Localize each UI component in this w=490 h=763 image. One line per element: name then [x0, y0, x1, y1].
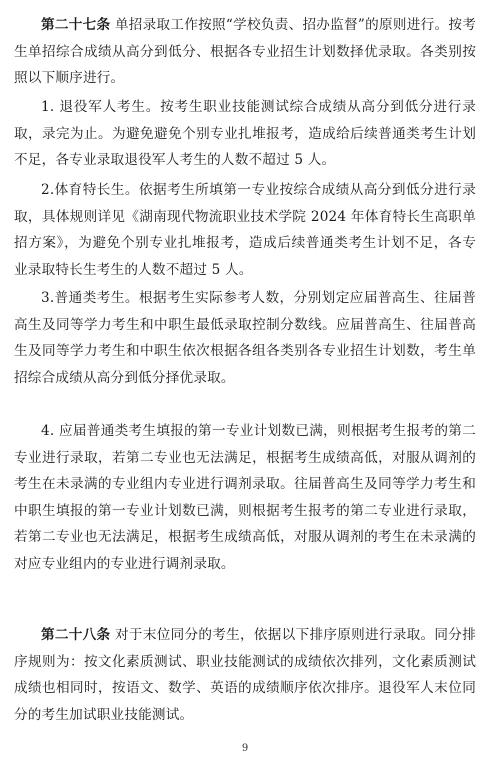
rule-item-sports-specialty: 2.体育特长生。依据考生所填第一专业按综合成绩从高分到低分进行录取，具体规则详见《湖南现代物流职业技术学院 2024 年体育特长生高职单招方案》，为避免个别专业扎堆报考，造成后续普通类考生计划不足，各专业录取特长生考生的人数不超过 5 人。 — [14, 182, 476, 278]
article-27-paragraph — [14, 12, 476, 92]
article-27-heading: 第二十七条 — [41, 17, 111, 33]
page-number: 9 — [241, 743, 249, 754]
rule-item-adjustment: 4. 应届普通类考生填报的第一专业计划数已满，则根据考生报考的第二专业进行录取，若第二专业也无法满足，根据考生成绩高低，对服从调剂的考生在未录满的专业组内专业进行调剂录取。往届普高生及同等学力考生和中职生填报的第一专业计划数已满，则根据考生报考的第二专业进行录取，若第二专业也无法满足，根据考生成绩高低，对服从调剂的考生在未录满的对应专业组内的专业进行调剂录取。 — [14, 423, 476, 572]
article-27-intro: 单招录取工作按照“学校负责、招办监督”的原则进行。按考生单招综合成绩从高分到低分、根据各专业招生计划数择优录取。各类别按照以下顺序进行。 — [14, 17, 476, 86]
article-28-body: 对于末位同分的考生，依据以下排序原则进行录取。同分排序规则为：按文化素质测试、职业技能测试的成绩依次排列，文化素质测试成绩也相同时，按语文、数学、英语的成绩顺序依次排序。退役军人末位同分的考生加试职业技能测试。 — [14, 627, 476, 723]
rule-item-veterans: 1. 退役军人考生。按考生职业技能测试综合成绩从高分到低分进行录取，录完为止。为避免避免个别专业扎堆报考，造成给后续普通类考生计划不足，各专业录取退役军人考生的人数不超过 5 人。 — [14, 99, 476, 168]
rule-item-general-candidates: 3.普通类考生。根据考生实际参考人数，分别划定应届普高生、往届普高生及同等学力考生和中职生最低录取控制分数线。应届普高生、往届普高生及同等学力考生和中职生依次根据各组各类别各专业招生计划数，考生单招综合成绩从高分到低分择优录取。 — [14, 290, 476, 386]
article-28-paragraph — [14, 622, 476, 728]
article-28-heading: 第二十八条 — [41, 627, 111, 643]
